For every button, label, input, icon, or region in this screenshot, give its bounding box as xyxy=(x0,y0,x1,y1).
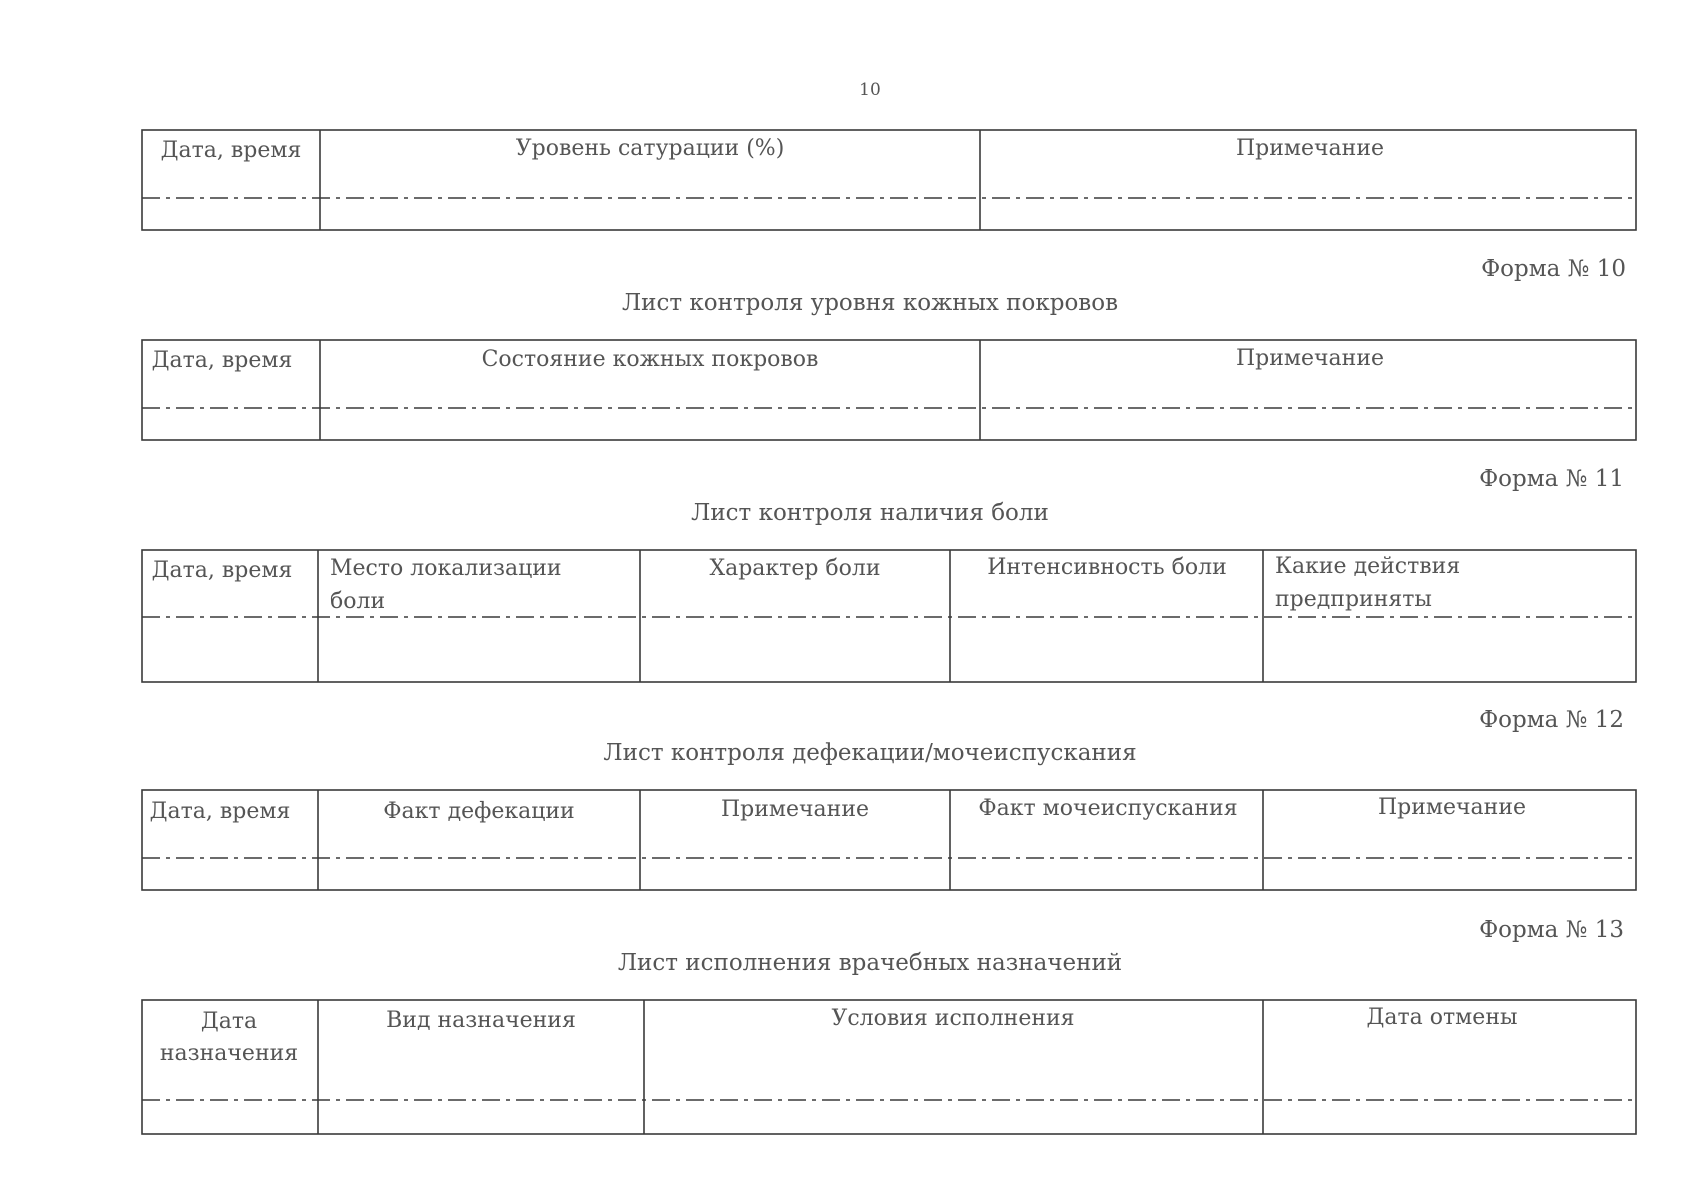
defecation-header-datetime: Дата, время xyxy=(149,799,291,824)
skin-header-state: Состояние кожных покровов xyxy=(481,347,819,372)
saturation-header-datetime: Дата, время xyxy=(160,138,302,163)
form-label-12: Форма № 12 xyxy=(1479,707,1624,733)
pain-header-character: Характер боли xyxy=(709,556,881,581)
skin-table xyxy=(142,340,1636,440)
pain-title: Лист контроля наличия боли xyxy=(691,500,1049,526)
pain-header-intensity: Интенсивность боли xyxy=(987,555,1227,580)
skin-header-datetime: Дата, время xyxy=(151,348,293,373)
prescriptions-title: Лист исполнения врачебных назначений xyxy=(617,950,1123,976)
defecation-title: Лист контроля дефекации/мочеиспускания xyxy=(603,740,1137,766)
saturation-header-level: Уровень сатурации (%) xyxy=(515,136,785,161)
prescriptions-header-cancel-date: Дата отмены xyxy=(1366,1005,1518,1030)
form-label-10: Форма № 10 xyxy=(1481,256,1626,282)
prescriptions-header-conditions: Условия исполнения xyxy=(831,1006,1075,1031)
skin-title: Лист контроля уровня кожных покровов xyxy=(621,290,1119,316)
skin-table-border xyxy=(142,340,1636,440)
defecation-header-note: Примечание xyxy=(720,797,870,822)
form-label-13: Форма № 13 xyxy=(1479,917,1624,943)
saturation-table xyxy=(142,130,1636,230)
pain-header-actions-line1: Какие действия xyxy=(1275,554,1461,579)
page-number: 10 xyxy=(859,80,881,100)
form-label-11: Форма № 11 xyxy=(1479,466,1624,492)
prescriptions-header-type: Вид назначения xyxy=(386,1008,576,1033)
skin-header-note: Примечание xyxy=(1235,346,1385,371)
pain-header-location-line2: боли xyxy=(330,589,386,614)
prescriptions-header-date-line1: Дата xyxy=(200,1009,258,1034)
saturation-header-note: Примечание xyxy=(1235,136,1385,161)
urination-header-fact: Факт мочеиспускания xyxy=(978,796,1238,821)
defecation-header-fact: Факт дефекации xyxy=(383,799,575,824)
pain-header-location-line1: Место локализации xyxy=(330,556,562,581)
prescriptions-header-date-line2: назначения xyxy=(159,1041,299,1066)
pain-header-actions-line2: предприняты xyxy=(1275,587,1432,612)
urination-header-note: Примечание xyxy=(1377,795,1527,820)
pain-header-datetime: Дата, время xyxy=(151,558,293,583)
saturation-table-border xyxy=(142,130,1636,230)
